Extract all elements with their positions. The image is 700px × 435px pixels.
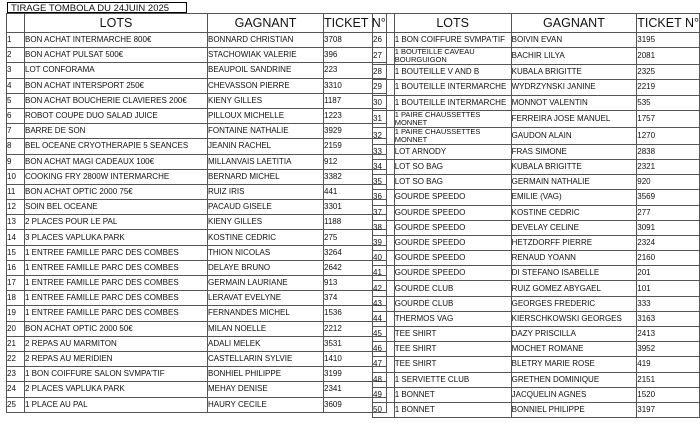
lot-number: 37	[373, 205, 395, 220]
winner-name: WYDRZYNSKI JANINE	[511, 80, 637, 95]
lot-description: TEE SHIRT	[394, 342, 511, 357]
table-row	[7, 48, 387, 63]
table-row	[7, 139, 387, 154]
lot-number: 21	[7, 336, 25, 351]
table-row	[7, 230, 387, 245]
table-row	[373, 127, 700, 144]
table-row	[7, 169, 387, 184]
lot-number: 13	[7, 215, 25, 230]
lot-number: 41	[373, 266, 395, 281]
table-row	[7, 336, 387, 351]
winner-name: BEAUPOIL SANDRINE	[208, 63, 324, 78]
winner-name: JACQUELIN AGNES	[511, 387, 637, 402]
winner-name: CASTELLARIN SYLVIE	[208, 351, 324, 366]
winner-name: DAZY PRISCILLA	[511, 327, 637, 342]
ticket-number: 912	[324, 154, 387, 169]
winner-name: THION NICOLAS	[208, 245, 324, 260]
lot-description: 1 PLACE AU PAL	[25, 397, 208, 412]
winner-name: GERMAIN LAURIANE	[208, 276, 324, 291]
ticket-number: 201	[637, 266, 700, 281]
winner-name: FERREIRA JOSE MANUEL	[511, 110, 637, 127]
table-row	[373, 402, 700, 417]
winner-name: KUBALA BRIGITTE	[511, 159, 637, 174]
lot-description: 2 PLACES VAPLUKA PARK	[25, 382, 208, 397]
lot-description: GOURDE SPEEDO	[394, 205, 511, 220]
winner-name: BONNARD CHRISTIAN	[208, 33, 324, 48]
ticket-number: 1536	[324, 306, 387, 321]
lot-number: 25	[7, 397, 25, 412]
ticket-number: 2413	[637, 327, 700, 342]
lot-description: 1 BOUTEILLE INTERMARCHE	[394, 95, 511, 110]
lot-description: 1 BOUTEILLE CAVEAU BOURGUIGON	[394, 48, 511, 65]
table-row	[7, 108, 387, 123]
ticket-number: 2219	[637, 80, 700, 95]
ticket-number: 396	[324, 48, 387, 63]
lot-number: 6	[7, 108, 25, 123]
lot-number: 9	[7, 154, 25, 169]
table-row	[373, 159, 700, 174]
winner-name: GEORGES FREDERIC	[511, 296, 637, 311]
winner-name: BACHIR LILYA	[511, 48, 637, 65]
winner-name: BONNIEL PHILIPPE	[511, 402, 637, 417]
lot-number: 32	[373, 127, 395, 144]
lot-number: 35	[373, 175, 395, 190]
winner-name: KOSTINE CEDRIC	[208, 230, 324, 245]
ticket-number: 3382	[324, 169, 387, 184]
lot-number: 39	[373, 235, 395, 250]
lot-description: TEE SHIRT	[394, 327, 511, 342]
table-row	[7, 154, 387, 169]
table-row	[7, 306, 387, 321]
table-row	[373, 144, 700, 159]
table-row	[373, 65, 700, 80]
lot-number: 43	[373, 296, 395, 311]
table-row	[7, 260, 387, 275]
lot-number: 3	[7, 63, 25, 78]
winner-name: MILAN NOELLE	[208, 321, 324, 336]
lot-number: 28	[373, 65, 395, 80]
table-row	[7, 382, 387, 397]
winner-name: GRETHEN DOMINIQUE	[511, 372, 637, 387]
winner-name: MOCHET ROMANE	[511, 342, 637, 357]
lot-number: 23	[7, 367, 25, 382]
lot-number: 44	[373, 311, 395, 326]
ticket-number: 3531	[324, 336, 387, 351]
winner-name: KUBALA BRIGITTE	[511, 65, 637, 80]
table-row	[373, 175, 700, 190]
ticket-number: 1188	[324, 215, 387, 230]
lot-number: 31	[373, 110, 395, 127]
lot-number: 22	[7, 351, 25, 366]
header-ticket: TICKET N°	[637, 14, 700, 33]
ticket-number: 277	[637, 205, 700, 220]
ticket-number: 2081	[637, 48, 700, 65]
lot-description: 2 PLACES POUR LE PAL	[25, 215, 208, 230]
lot-number: 15	[7, 245, 25, 260]
ticket-number: 920	[637, 175, 700, 190]
table-row	[373, 251, 700, 266]
lot-description: LOT ARNODY	[394, 144, 511, 159]
winner-name: FERNANDES MICHEL	[208, 306, 324, 321]
lot-number: 42	[373, 281, 395, 296]
winner-name: EMILIE (VAG)	[511, 190, 637, 205]
lot-number: 20	[7, 321, 25, 336]
table-row	[7, 184, 387, 199]
winner-name: JEANIN RACHEL	[208, 139, 324, 154]
ticket-number: 333	[637, 296, 700, 311]
lot-description: BARRE DE SON	[25, 124, 208, 139]
lot-description: BON ACHAT INTERMARCHE 800€	[25, 33, 208, 48]
ticket-number: 1270	[637, 127, 700, 144]
ticket-number: 441	[324, 184, 387, 199]
ticket-number: 3195	[637, 33, 700, 48]
lot-description: BEL OCEANE CRYOTHERAPIE 5 SEANCES	[25, 139, 208, 154]
lot-number: 1	[7, 33, 25, 48]
winner-name: KIENY GILLES	[208, 93, 324, 108]
ticket-number: 101	[637, 281, 700, 296]
lot-description: SOIN BEL OCEANE	[25, 200, 208, 215]
lot-number: 36	[373, 190, 395, 205]
winner-name: BLETRY MARIE ROSE	[511, 357, 637, 372]
table-row	[7, 33, 387, 48]
ticket-number: 3091	[637, 220, 700, 235]
lot-description: THERMOS VAG	[394, 311, 511, 326]
winner-name: RENAUD YOANN	[511, 251, 637, 266]
lot-description: BON ACHAT INTERSPORT 250€	[25, 78, 208, 93]
winner-name: STACHOWIAK VALERIE	[208, 48, 324, 63]
ticket-number: 3569	[637, 190, 700, 205]
lot-description: ROBOT COUPE DUO SALAD JUICE	[25, 108, 208, 123]
lot-number: 47	[373, 357, 395, 372]
ticket-number: 3952	[637, 342, 700, 357]
lot-number: 4	[7, 78, 25, 93]
lot-description: COOKING FRY 2800W INTERMARCHE	[25, 169, 208, 184]
lot-description: LOT SO BAG	[394, 159, 511, 174]
ticket-number: 535	[637, 95, 700, 110]
lot-description: 1 SERVIETTE CLUB	[394, 372, 511, 387]
table-row	[7, 276, 387, 291]
table-row	[373, 190, 700, 205]
winner-name: PACAUD GISELE	[208, 200, 324, 215]
lot-number: 11	[7, 184, 25, 199]
lot-description: 1 BON COIFFURE SALON SVMPA'TIF	[25, 367, 208, 382]
lot-number: 34	[373, 159, 395, 174]
ticket-number: 2321	[637, 159, 700, 174]
table-row	[373, 387, 700, 402]
table-row	[373, 327, 700, 342]
lot-number: 29	[373, 80, 395, 95]
lot-number: 7	[7, 124, 25, 139]
winner-name: DELAYE BRUNO	[208, 260, 324, 275]
winner-name: HETZDORFF PIERRE	[511, 235, 637, 250]
ticket-number: 3199	[324, 367, 387, 382]
lot-description: BON ACHAT PULSAT 500€	[25, 48, 208, 63]
table-row	[7, 367, 387, 382]
page-title: TIRAGE TOMBOLA DU 24JUIN 2025	[7, 2, 187, 13]
lot-description: GOURDE SPEEDO	[394, 251, 511, 266]
table-row	[7, 321, 387, 336]
ticket-number: 374	[324, 291, 387, 306]
table-row	[7, 215, 387, 230]
lot-description: BON ACHAT OPTIC 2000 75€	[25, 184, 208, 199]
ticket-number: 913	[324, 276, 387, 291]
lot-number: 19	[7, 306, 25, 321]
lot-number: 24	[7, 382, 25, 397]
lot-number: 26	[373, 33, 395, 48]
table-row	[373, 48, 700, 65]
table-row	[373, 235, 700, 250]
ticket-number: 1187	[324, 93, 387, 108]
lots-table-left	[6, 13, 387, 413]
header-lots: LOTS	[394, 14, 511, 33]
lot-number: 38	[373, 220, 395, 235]
lot-number: 49	[373, 387, 395, 402]
winner-name: FONTAINE NATHALIE	[208, 124, 324, 139]
lot-description: 1 ENTREE FAMILLE PARC DES COMBES	[25, 306, 208, 321]
ticket-number: 3264	[324, 245, 387, 260]
ticket-number: 3929	[324, 124, 387, 139]
lot-description: BON ACHAT MAGI CADEAUX 100€	[25, 154, 208, 169]
lot-description: 3 PLACES VAPLUKA PARK	[25, 230, 208, 245]
table-row	[373, 33, 700, 48]
winner-name: MILLANVAIS LAETITIA	[208, 154, 324, 169]
lot-description: 2 REPAS AU MARMITON	[25, 336, 208, 351]
header-gagnant: GAGNANT	[208, 14, 324, 33]
lot-number: 10	[7, 169, 25, 184]
table-row	[373, 311, 700, 326]
lot-description: TEE SHIRT	[394, 357, 511, 372]
lot-number: 40	[373, 251, 395, 266]
ticket-number: 1410	[324, 351, 387, 366]
lot-description: 1 BOUTEILLE V AND B	[394, 65, 511, 80]
ticket-number: 2151	[637, 372, 700, 387]
winner-name: DI STEFANO ISABELLE	[511, 266, 637, 281]
lot-number: 18	[7, 291, 25, 306]
lot-description: 1 PAIRE CHAUSSETTES MONNET	[394, 110, 511, 127]
lot-description: GOURDE SPEEDO	[394, 235, 511, 250]
winner-name: CHEVASSON PIERRE	[208, 78, 324, 93]
lots-table-right	[372, 13, 700, 418]
ticket-number: 1520	[637, 387, 700, 402]
table-row	[373, 266, 700, 281]
winner-name: ADALI MELEK	[208, 336, 324, 351]
ticket-number: 1223	[324, 108, 387, 123]
table-row	[7, 397, 387, 412]
winner-name: KIENY GILLES	[208, 215, 324, 230]
ticket-number: 275	[324, 230, 387, 245]
table-row	[373, 281, 700, 296]
table-row	[373, 342, 700, 357]
lot-description: 1 BOUTEILLE INTERMARCHE	[394, 80, 511, 95]
table-row	[7, 351, 387, 366]
table-row	[373, 296, 700, 311]
table-row	[7, 93, 387, 108]
lot-description: LOT CONFORAMA	[25, 63, 208, 78]
winner-name: KOSTINE CEDRIC	[511, 205, 637, 220]
header-gagnant: GAGNANT	[511, 14, 637, 33]
lot-number: 12	[7, 200, 25, 215]
lot-number: 16	[7, 260, 25, 275]
winner-name: LERAVAT EVELYNE	[208, 291, 324, 306]
winner-name: PILLOUX MICHELLE	[208, 108, 324, 123]
lot-description: 1 ENTREE FAMILLE PARC DES COMBES	[25, 291, 208, 306]
header-num	[7, 14, 25, 33]
ticket-number: 2325	[637, 65, 700, 80]
ticket-number: 3609	[324, 397, 387, 412]
lot-description: 2 REPAS AU MERIDIEN	[25, 351, 208, 366]
lot-description: GOURDE CLUB	[394, 296, 511, 311]
winner-name: DEVELAY CELINE	[511, 220, 637, 235]
header-ticket: TICKET N°	[324, 14, 387, 33]
winner-name: RUIZ IRIS	[208, 184, 324, 199]
table-row	[7, 200, 387, 215]
lot-number: 8	[7, 139, 25, 154]
ticket-number: 3708	[324, 33, 387, 48]
winner-name: BOIVIN EVAN	[511, 33, 637, 48]
winner-name: MONNOT VALENTIN	[511, 95, 637, 110]
lot-number: 2	[7, 48, 25, 63]
header-num	[373, 14, 395, 33]
lot-description: GOURDE SPEEDO	[394, 266, 511, 281]
ticket-number: 3163	[637, 311, 700, 326]
ticket-number: 2838	[637, 144, 700, 159]
ticket-number: 3197	[637, 402, 700, 417]
winner-name: KIERSCHKOWSKI GEORGES	[511, 311, 637, 326]
lot-description: 1 ENTREE FAMILLE PARC DES COMBES	[25, 260, 208, 275]
winner-name: RUIZ GOMEZ ABYGAEL	[511, 281, 637, 296]
lot-number: 48	[373, 372, 395, 387]
winner-name: MEHAY DENISE	[208, 382, 324, 397]
lot-description: GOURDE CLUB	[394, 281, 511, 296]
winner-name: GAUDON ALAIN	[511, 127, 637, 144]
table-row	[373, 205, 700, 220]
lot-number: 30	[373, 95, 395, 110]
ticket-number: 2341	[324, 382, 387, 397]
lot-number: 50	[373, 402, 395, 417]
ticket-number: 2642	[324, 260, 387, 275]
table-row	[373, 95, 700, 110]
lot-description: 1 BON COIFFURE SVMPA'TIF	[394, 33, 511, 48]
ticket-number: 2212	[324, 321, 387, 336]
header-lots: LOTS	[25, 14, 208, 33]
table-header-row	[373, 14, 700, 33]
ticket-number: 419	[637, 357, 700, 372]
lot-description: 1 BONNET	[394, 387, 511, 402]
lot-description: GOURDE SPEEDO	[394, 190, 511, 205]
table-row	[373, 220, 700, 235]
table-row	[373, 110, 700, 127]
table-row	[7, 291, 387, 306]
winner-name: HAURY CECILE	[208, 397, 324, 412]
lot-number: 5	[7, 93, 25, 108]
winner-name: GERMAIN NATHALIE	[511, 175, 637, 190]
lot-description: BON ACHAT OPTIC 2000 50€	[25, 321, 208, 336]
ticket-number: 3301	[324, 200, 387, 215]
lot-description: 1 ENTREE FAMILLE PARC DES COMBES	[25, 276, 208, 291]
lot-number: 14	[7, 230, 25, 245]
lot-description: 1 PAIRE CHAUSSETTES MONNET	[394, 127, 511, 144]
table-row	[7, 78, 387, 93]
ticket-number: 223	[324, 63, 387, 78]
ticket-number: 2324	[637, 235, 700, 250]
table-row	[373, 80, 700, 95]
ticket-number: 3310	[324, 78, 387, 93]
table-row	[373, 372, 700, 387]
table-header-row	[7, 14, 387, 33]
lot-description: 1 ENTREE FAMILLE PARC DES COMBES	[25, 245, 208, 260]
ticket-number: 2159	[324, 139, 387, 154]
lot-description: LOT SO BAG	[394, 175, 511, 190]
ticket-number: 2160	[637, 251, 700, 266]
lot-number: 27	[373, 48, 395, 65]
winner-name: FRAS SIMONE	[511, 144, 637, 159]
lot-number: 17	[7, 276, 25, 291]
winner-name: BONHIEL PHILIPPE	[208, 367, 324, 382]
table-row	[7, 245, 387, 260]
table-row	[7, 63, 387, 78]
lot-number: 45	[373, 327, 395, 342]
lot-description: BON ACHAT BOUCHERIE CLAVIERES 200€	[25, 93, 208, 108]
lot-number: 33	[373, 144, 395, 159]
ticket-number: 1757	[637, 110, 700, 127]
lot-description: GOURDE SPEEDO	[394, 220, 511, 235]
lot-number: 46	[373, 342, 395, 357]
winner-name: BERNARD MICHEL	[208, 169, 324, 184]
lot-description: 1 BONNET	[394, 402, 511, 417]
table-row	[373, 357, 700, 372]
table-row	[7, 124, 387, 139]
